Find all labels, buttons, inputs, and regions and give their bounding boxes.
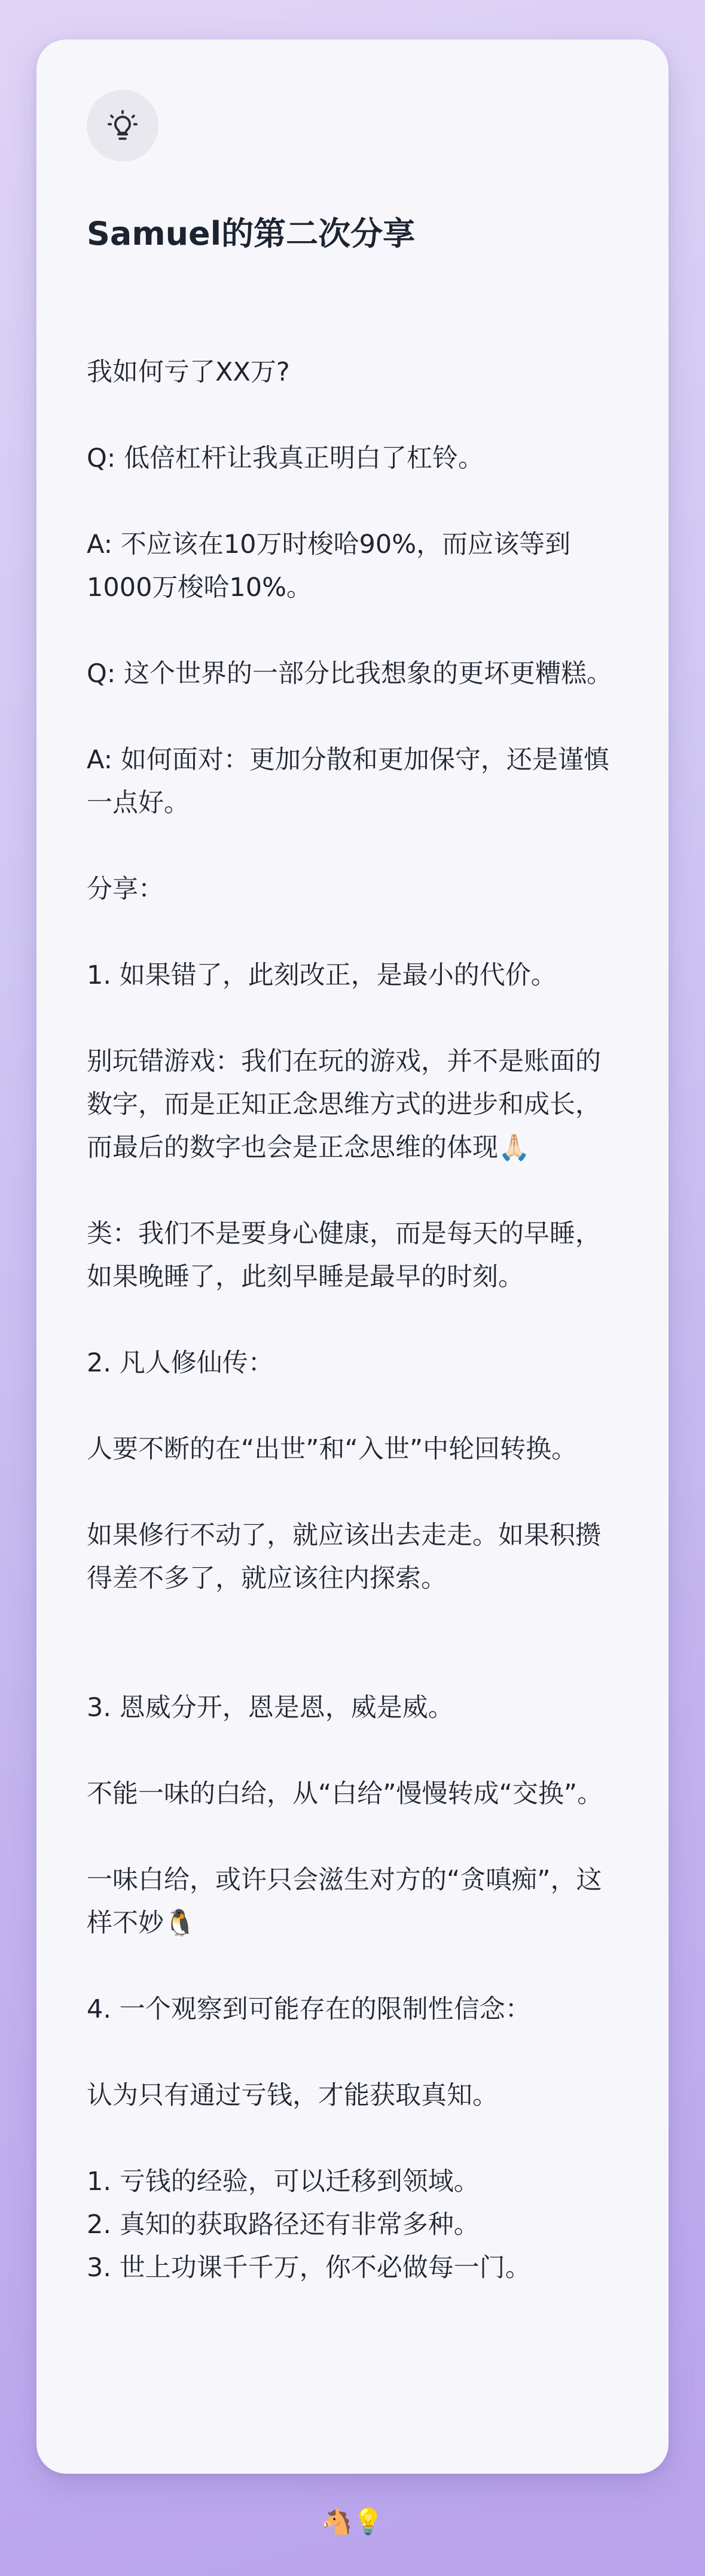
note-title: Samuel的第二次分享 — [87, 215, 416, 253]
footer-emoji: 🐴💡 — [321, 2507, 384, 2536]
lightbulb-icon — [87, 90, 158, 162]
note-card — [36, 39, 669, 2474]
note-body: 我如何亏了XX万? Q: 低倍杠杆让我真正明白了杠铃。 A: 不应该在10万时梭哈90%，而应该等到1000万梭哈10%。 Q: 这个世界的一部分比我想象的更坏更糟糕。 A: 如何面对：更加分散和更加保守，还是谨慎一点好。 分享： 1. 如果错了，此刻改正，是最小的代价。 别玩错游戏：我们在玩的游戏，并不是账面的数字，而是正知正念思维方式的进步和成长，而最后的数字也会是正念思维的体现🙏🏻 类：我们不是要身心健康，而是每天的早睡，如果晚睡了，此刻早睡是最早的时刻。 2. 凡人修仙传： 人要不断的在“出世”和“入世”中轮回转换。 如果修行不动了，就应该出去走走。如果积攒得差不多了，就应该往内探索。 3. 恩威分开，恩是恩，威是威。 不能一味的白给，从“白给”慢慢转成“交换”。 一味白给，或许只会滋生对方的“贪嗔痴”，这样不妙🐧 4. 一个观察到可能存在的限制性信念： 认为只有通过亏钱，才能获取真知。 1. 亏钱的经验，可以迁移到领域。 2. 真知的获取路径还有非常多种。 3. 世上功课千千万，你不必做每一门。 — [87, 357, 613, 2283]
